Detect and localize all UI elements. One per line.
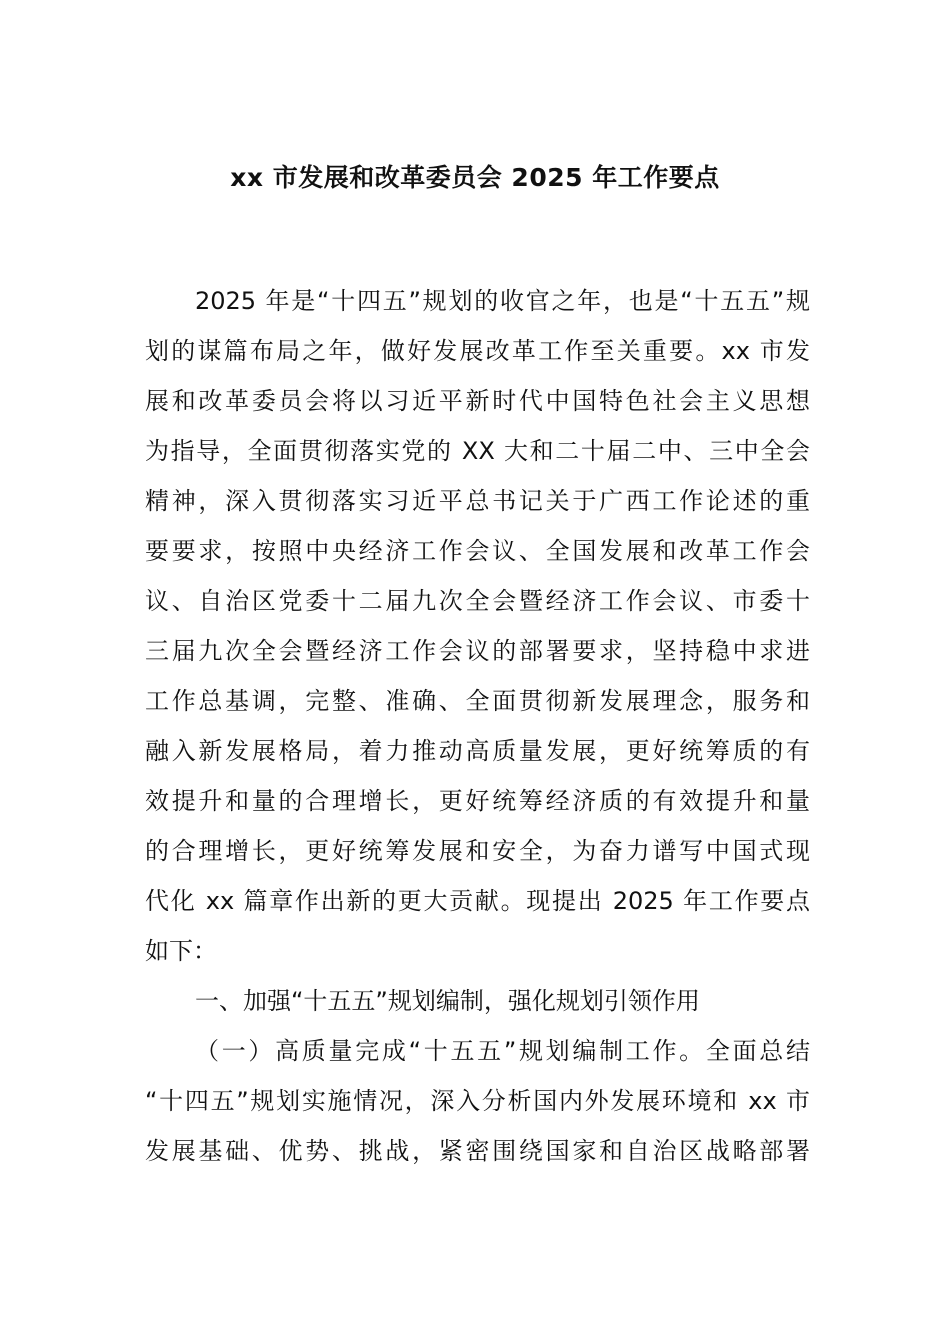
- paragraph-line: 精神，深入贯彻落实习近平总书记关于广西工作论述的重: [145, 487, 810, 515]
- paragraph-line: 议、自治区党委十二届九次全会暨经济工作会议、市委十: [145, 587, 810, 615]
- paragraph-line: “十四五”规划实施情况，深入分析国内外发展环境和 xx 市: [145, 1087, 810, 1115]
- paragraph-line: 展和改革委员会将以习近平新时代中国特色社会主义思想: [145, 387, 810, 415]
- document-title: xx 市发展和改革委员会 2025 年工作要点: [230, 163, 720, 192]
- subsection-line: （一）高质量完成“十五五”规划编制工作。全面总结: [195, 1037, 810, 1065]
- paragraph-line: 2025 年是“十四五”规划的收官之年，也是“十五五”规: [195, 287, 810, 315]
- paragraph-line: 发展基础、优势、挑战，紧密围绕国家和自治区战略部署: [145, 1137, 810, 1165]
- paragraph-line: 工作总基调，完整、准确、全面贯彻新发展理念，服务和: [145, 687, 810, 715]
- paragraph-line: 效提升和量的合理增长，更好统筹经济质的有效提升和量: [145, 787, 810, 815]
- section-heading: 一、加强“十五五”规划编制，强化规划引领作用: [195, 987, 700, 1015]
- paragraph-line: 的合理增长，更好统筹发展和安全，为奋力谱写中国式现: [145, 837, 810, 865]
- paragraph-line: 划的谋篇布局之年，做好发展改革工作至关重要。xx 市发: [145, 337, 810, 365]
- paragraph-line: 如下：: [145, 937, 217, 965]
- paragraph-line: 为指导，全面贯彻落实党的 XX 大和二十届二中、三中全会: [145, 437, 810, 465]
- paragraph-line: 代化 xx 篇章作出新的更大贡献。现提出 2025 年工作要点: [145, 887, 810, 915]
- paragraph-line: 融入新发展格局，着力推动高质量发展，更好统筹质的有: [145, 737, 810, 765]
- paragraph-line: 三届九次全会暨经济工作会议的部署要求，坚持稳中求进: [145, 637, 810, 665]
- paragraph-line: 要要求，按照中央经济工作会议、全国发展和改革工作会: [145, 537, 810, 565]
